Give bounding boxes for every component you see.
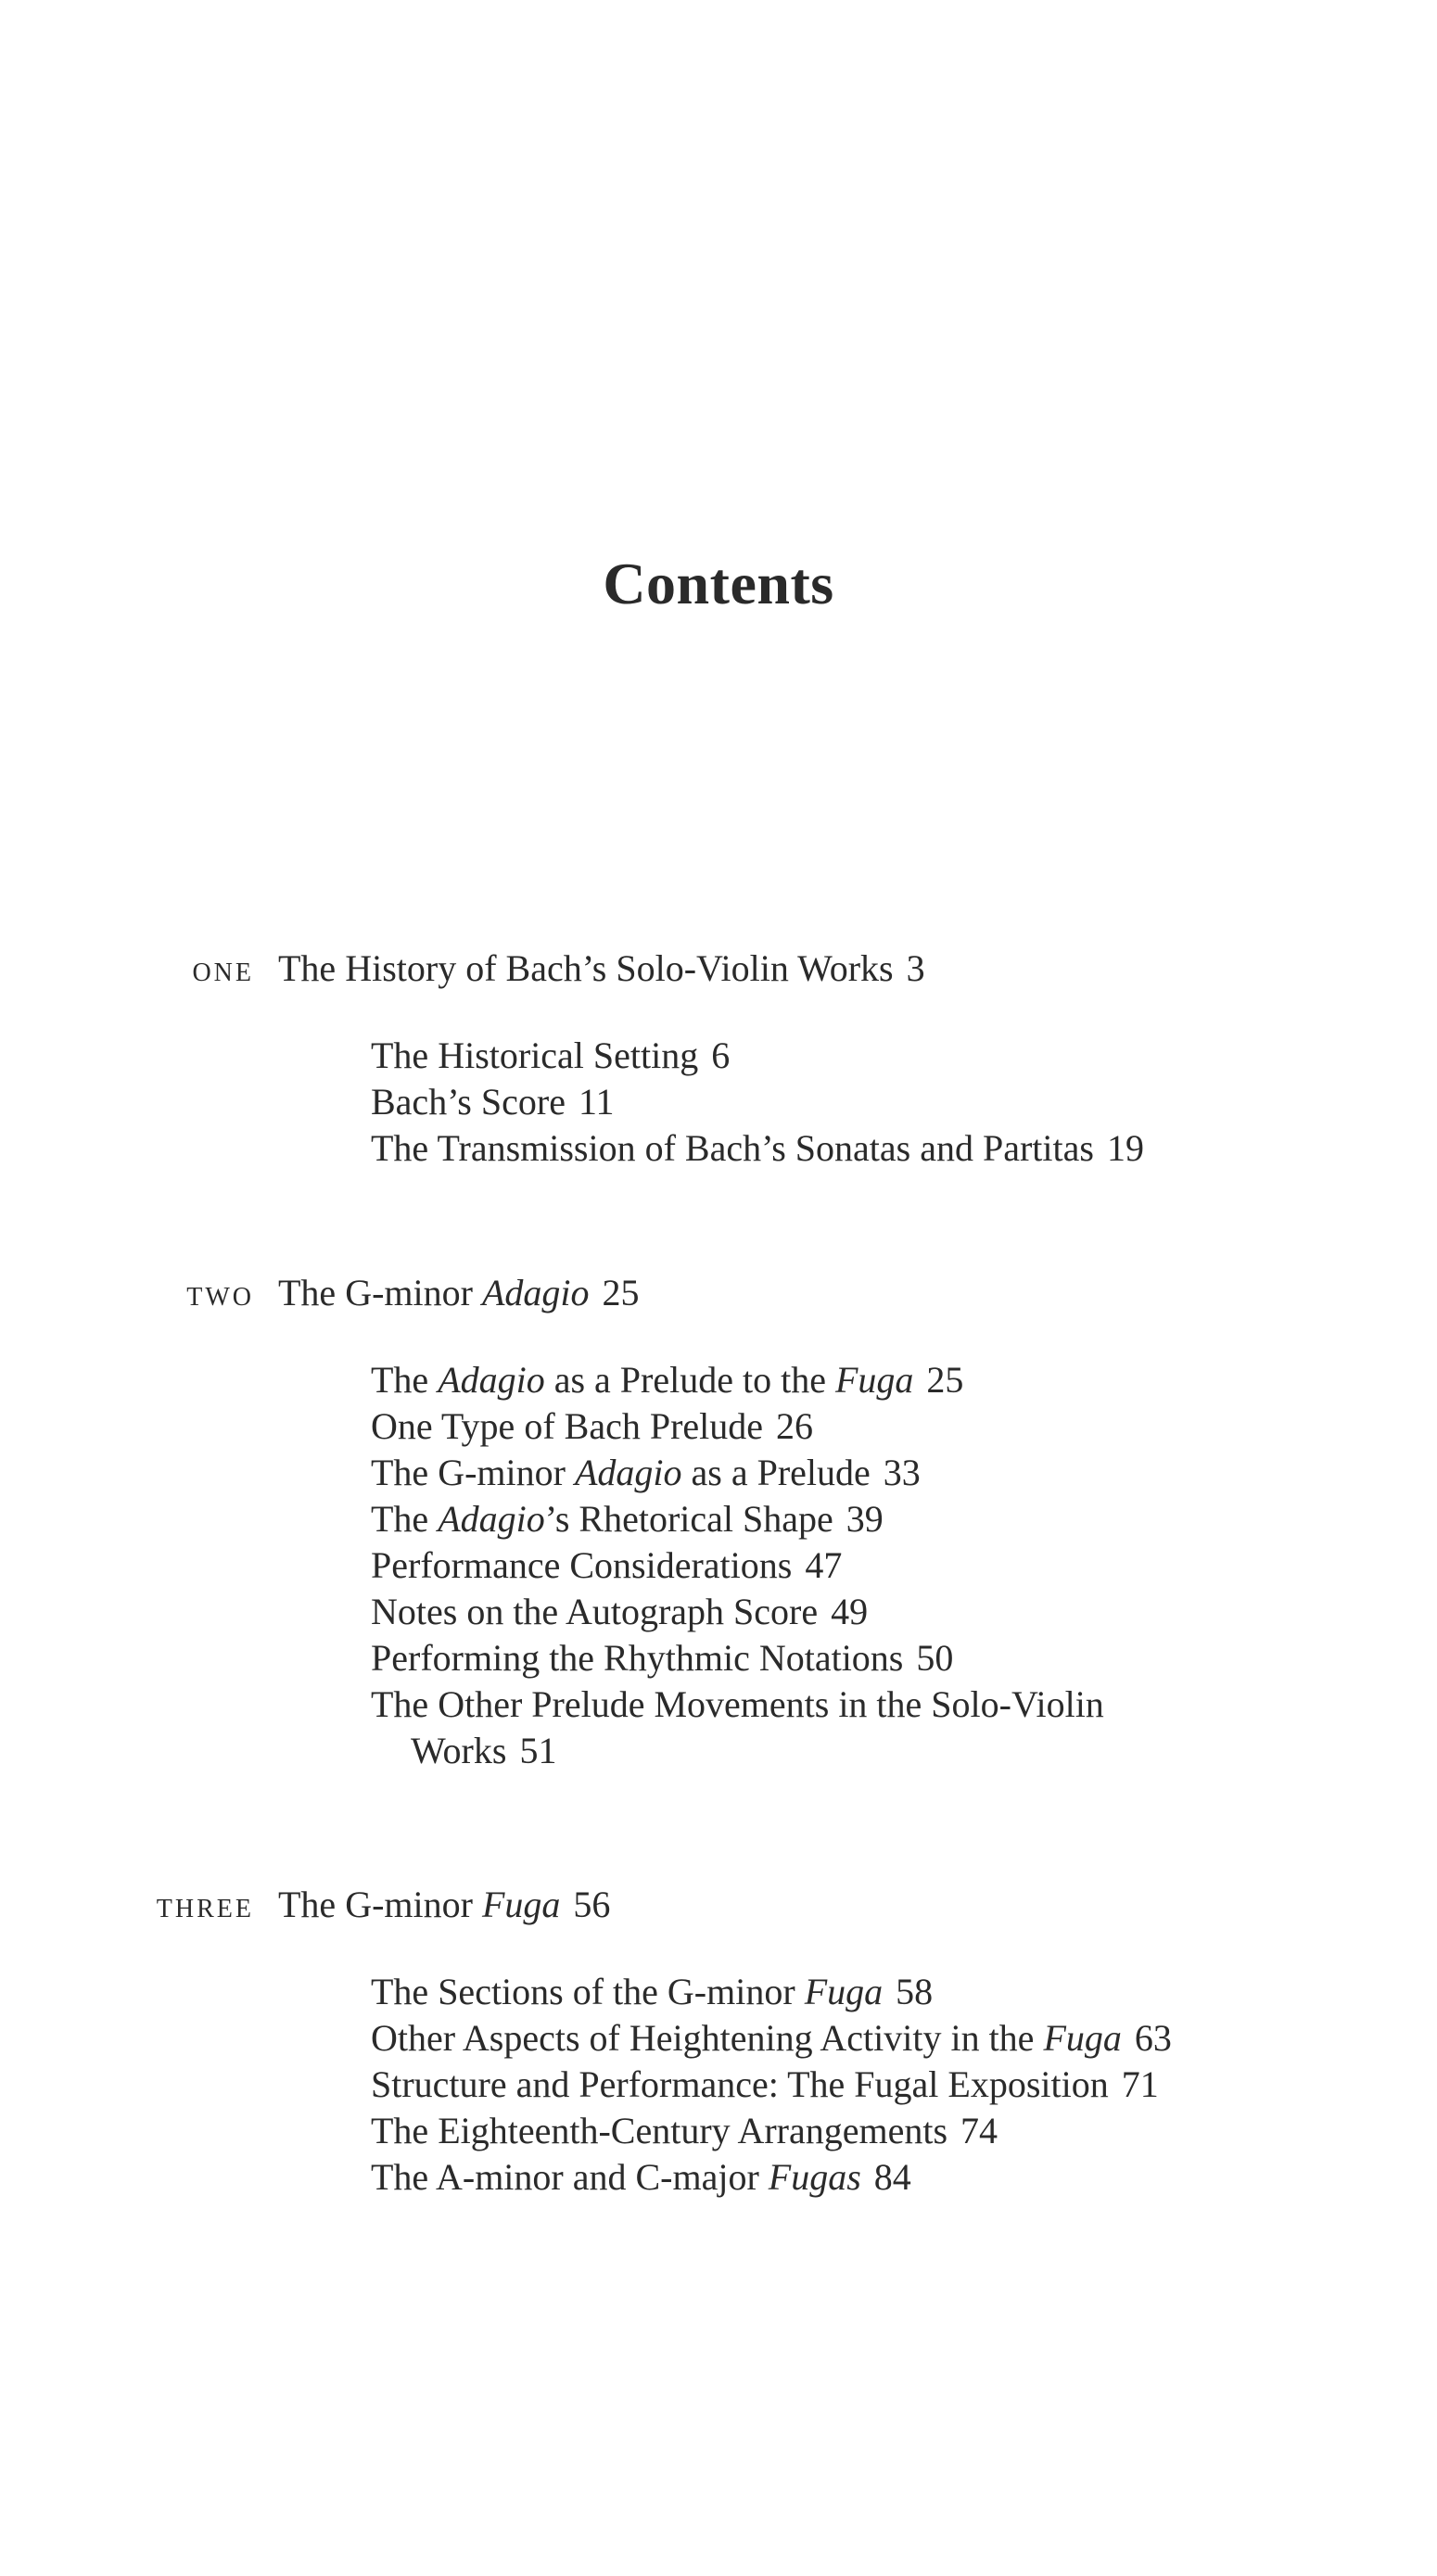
page-number: 6 — [711, 1034, 731, 1076]
page-number: 74 — [960, 2110, 998, 2151]
page-number: 39 — [846, 1498, 884, 1540]
toc-entry: The Sections of the G-minor Fuga 58 — [371, 1971, 934, 2012]
toc-entry: The Eighteenth-Century Arrangements 74 — [371, 2110, 998, 2151]
toc-entry: The Other Prelude Movements in the Solo-Violin — [371, 1683, 1104, 1725]
page-title: Contents — [603, 550, 834, 616]
page-number: 50 — [916, 1637, 954, 1679]
chapter-heading — [0, 1877, 1437, 1933]
toc-entry-continuation: Works 51 — [411, 1730, 557, 1771]
section-list — [0, 1033, 1437, 1172]
chapter-heading — [0, 941, 1437, 996]
toc-entry: Performing the Rhythmic Notations 50 — [371, 1637, 954, 1679]
toc-entry: Performance Considerations 47 — [371, 1544, 843, 1586]
chapter-three — [0, 1877, 1437, 2201]
toc-entry: Notes on the Autograph Score 49 — [371, 1591, 869, 1632]
page-number: 33 — [883, 1452, 921, 1493]
page-number: 71 — [1121, 2063, 1159, 2105]
page-number: 25 — [926, 1359, 964, 1401]
toc-entry: The Transmission of Bach’s Sonatas and Partitas 19 — [371, 1127, 1144, 1169]
page-number: 11 — [578, 1081, 615, 1123]
page-number: 26 — [776, 1405, 814, 1447]
page-number: 58 — [896, 1971, 934, 2012]
page-number: 84 — [873, 2156, 911, 2198]
page-number: 51 — [519, 1730, 557, 1771]
page-number: 47 — [805, 1544, 843, 1586]
toc-entry: The Historical Setting 6 — [371, 1034, 731, 1076]
page-number: 25 — [602, 1272, 640, 1313]
toc-entry: The A-minor and C-major Fugas 84 — [371, 2156, 911, 2198]
section-list — [0, 1357, 1437, 1774]
toc-entry: Other Aspects of Heightening Activity in the Fuga 63 — [371, 2017, 1172, 2059]
chapter-heading — [0, 1265, 1437, 1321]
chapter-title: The G-minor Adagio 25 — [278, 1272, 640, 1313]
toc-entry: Structure and Performance: The Fugal Exposition 71 — [371, 2063, 1159, 2105]
page-number: 3 — [906, 947, 925, 989]
chapter-title: The G-minor Fuga 56 — [278, 1884, 611, 1925]
toc-entry: Bach’s Score 11 — [371, 1081, 615, 1123]
page-number: 56 — [573, 1884, 611, 1925]
chapter-title: The History of Bach’s Solo-Violin Works 3 — [278, 947, 925, 989]
toc-entry: One Type of Bach Prelude 26 — [371, 1405, 814, 1447]
toc-entry: The Adagio as a Prelude to the Fuga 25 — [371, 1359, 964, 1401]
chapter-one — [0, 941, 1437, 1172]
chapter-number: two — [186, 1272, 254, 1313]
chapter-number: three — [156, 1884, 254, 1925]
toc-entry: The G-minor Adagio as a Prelude 33 — [371, 1452, 921, 1493]
page-number: 19 — [1106, 1127, 1144, 1169]
section-list — [0, 1969, 1437, 2201]
chapter-two — [0, 1265, 1437, 1774]
chapter-number: one — [192, 947, 254, 989]
page-number: 63 — [1134, 2017, 1172, 2059]
toc-entry: The Adagio’s Rhetorical Shape 39 — [371, 1498, 884, 1540]
page-number: 49 — [831, 1591, 869, 1632]
